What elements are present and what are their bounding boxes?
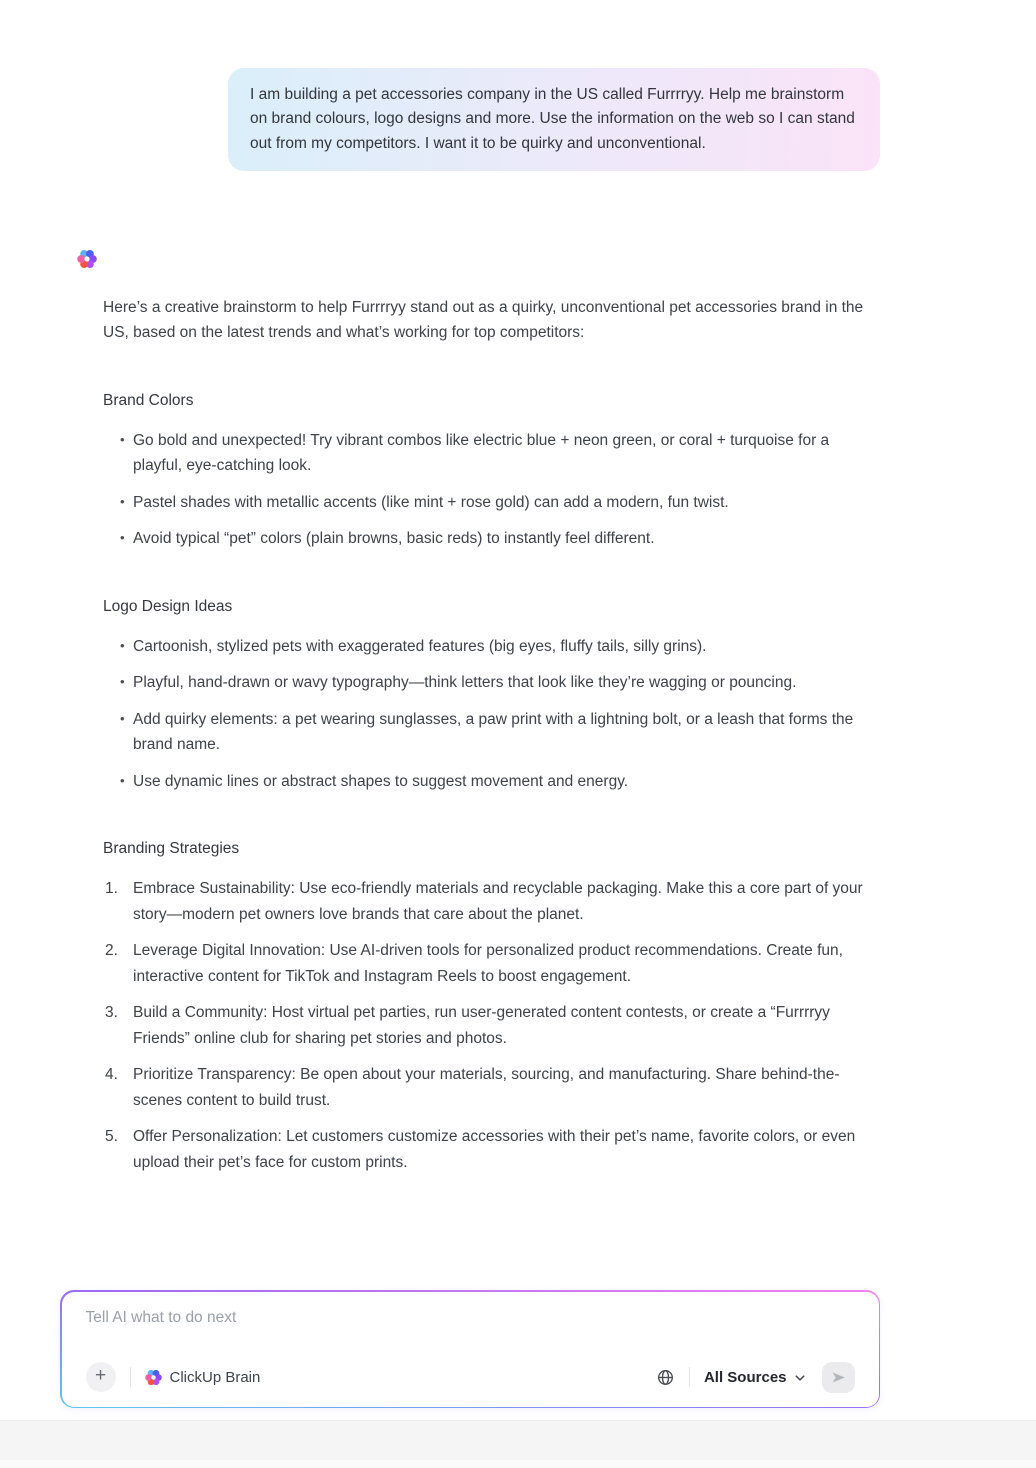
footer-bar xyxy=(0,1420,1036,1460)
all-sources-label: All Sources xyxy=(703,1368,787,1386)
list-item: • Go bold and unexpected! Try vibrant combos like electric blue + neon green, or coral + turquoise for a playful, eye-catching look. xyxy=(103,428,865,479)
composer-toolbar xyxy=(86,1362,855,1393)
list-item: • Avoid typical “pet” colors (plain browns, basic reds) to instantly feel different. xyxy=(103,526,865,552)
toolbar-right-group xyxy=(656,1362,855,1393)
list-item: • Playful, hand-drawn or wavy typography—think letters that look like they’re wagging or pouncing. xyxy=(103,670,865,696)
bullet-list xyxy=(103,428,865,552)
section-heading: Logo Design Ideas xyxy=(103,597,233,615)
list-item: Embrace Sustainability: Use eco-friendly materials and recyclable packaging. Make this a core part of your story—modern pet owners love brands that care about the planet. xyxy=(133,880,863,923)
ai-chat-thread xyxy=(60,68,882,1175)
clickup-brain-flower-icon xyxy=(77,249,97,269)
bullet-list xyxy=(103,634,865,795)
section-logo-design-ideas xyxy=(103,596,865,795)
list-item: • Cartoonish, stylized pets with exaggerated features (big eyes, fluffy tails, silly grins). xyxy=(103,634,865,660)
section-brand-colors xyxy=(103,390,865,552)
list-item: Leverage Digital Innovation: Use AI-driven tools for personalized product recommendations. Create fun, interactive content for TikTok and Instagram Reels to boost engagement. xyxy=(133,942,843,985)
list-item: Build a Community: Host virtual pet parties, run user-generated content contests, or create a “Furrrryy Friends” online club for sharing pet stories and photos. xyxy=(133,1004,830,1047)
chevron-down-icon xyxy=(794,1370,806,1384)
web-search-toggle[interactable] xyxy=(656,1368,675,1387)
send-icon xyxy=(830,1369,847,1386)
list-item: • Pastel shades with metallic accents (like mint + rose gold) can add a modern, fun twist. xyxy=(103,490,865,516)
toolbar-divider xyxy=(689,1367,690,1387)
list-item: • Use dynamic lines or abstract shapes to suggest movement and energy. xyxy=(103,769,865,795)
list-item: • Add quirky elements: a pet wearing sunglasses, a paw print with a lightning bolt, or a leash that forms the brand name. xyxy=(103,707,865,758)
section-heading: Branding Strategies xyxy=(103,840,240,858)
section-heading: Brand Colors xyxy=(103,391,194,409)
list-item: Offer Personalization: Let customers customize accessories with their pet’s name, favorite colors, or even upload their pet’s face for custom prints. xyxy=(133,1128,856,1171)
ai-message xyxy=(60,249,882,1176)
toolbar-divider xyxy=(130,1367,131,1387)
send-button[interactable] xyxy=(822,1362,855,1393)
clickup-brain-selector[interactable] xyxy=(145,1369,261,1386)
footer-underlay xyxy=(0,1460,1036,1468)
globe-icon xyxy=(656,1368,675,1387)
ai-response-body xyxy=(103,295,865,1176)
clickup-brain-flower-icon xyxy=(145,1369,162,1386)
ai-composer-inner xyxy=(62,1292,879,1407)
add-attachment-button[interactable] xyxy=(86,1362,116,1392)
clickup-brain-label: ClickUp Brain xyxy=(169,1368,261,1386)
ai-response-intro: Here’s a creative brainstorm to help Furrrryy stand out as a quirky, unconventional pet accessories brand in the US, based on the latest trends and what’s working for top competitors: xyxy=(103,298,864,342)
user-message-bubble: I am building a pet accessories company in the US called Furrrryy. Help me brainstorm on brand colours, logo designs and more. Use the information on the web so I can stand out from my competitors. I want it to be quirky and unconventional. xyxy=(228,68,880,171)
numbered-list xyxy=(103,876,865,1175)
plus-icon: + xyxy=(94,1365,107,1386)
ai-prompt-input[interactable] xyxy=(86,1309,855,1327)
all-sources-dropdown[interactable] xyxy=(704,1369,806,1386)
list-item: Prioritize Transparency: Be open about your materials, sourcing, and manufacturing. Share behind-the-scenes content to build trust. xyxy=(133,1066,840,1109)
ai-composer xyxy=(60,1290,880,1408)
section-branding-strategies xyxy=(103,838,865,1175)
